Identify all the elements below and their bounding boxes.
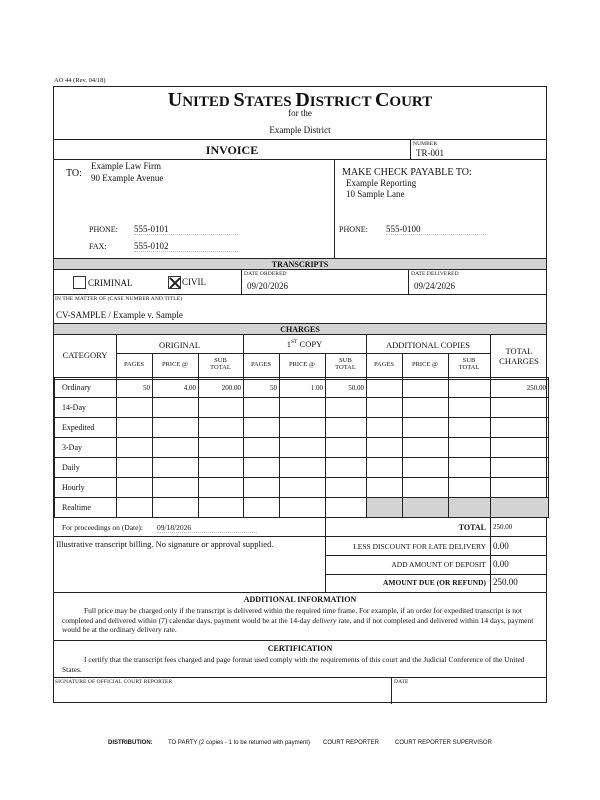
row-a-pages [367, 398, 403, 418]
date-ordered-label: DATE ORDERED [244, 271, 287, 277]
row-a-price [403, 478, 449, 498]
row-c-pages [244, 438, 280, 458]
proceedings-date: 09/18/2026 [157, 523, 257, 533]
row-a-sub [449, 418, 491, 438]
distribution-to-party: TO PARTY (2 copies - 1 to be returned with payment) [168, 740, 310, 746]
certification-title: CERTIFICATION [267, 644, 333, 653]
additional-info-text: Full price may be charged only if the transcript is delivered within the required time frame. For example, if an order for expedited transcript is not completed and delivered within (7) calendar days, payment would be at the 14-day delivery rate, and if not completed and delivered within 14 days, payment would be at the ordinary delivery rate. [62, 606, 534, 634]
date-delivered: 09/24/2026 [414, 281, 456, 291]
certification-text: I certify that the transcript fees charged and page format used comply with the requirements of this court and the Judicial Conference of the United States. [62, 655, 525, 674]
row-o-pages: 50 [117, 378, 153, 398]
to-label: TO: [66, 168, 82, 179]
date-delivered-label: DATE DELIVERED [411, 271, 459, 277]
for-the-text: for the [288, 108, 312, 118]
to-fax-label: FAX: [89, 242, 107, 251]
row-o-sub [199, 478, 244, 498]
row-a-sub [449, 458, 491, 478]
charges-row [55, 418, 549, 438]
payable-phone-label: PHONE: [339, 225, 368, 234]
addl-price-header: PRICE @ [411, 361, 439, 368]
row-o-pages [117, 458, 153, 478]
row-c-pages [244, 458, 280, 478]
row-a-price [403, 458, 449, 478]
row-category: Expedited [55, 418, 117, 438]
payable-label: MAKE CHECK PAYABLE TO: [342, 167, 472, 178]
total-label: TOTAL [458, 523, 486, 532]
row-o-sub [199, 438, 244, 458]
row-c-pages [244, 418, 280, 438]
distribution-supervisor: COURT REPORTER SUPERVISOR [395, 740, 492, 746]
category-header: CATEGORY [62, 350, 108, 360]
distribution-label: DISTRIBUTION: [108, 740, 153, 746]
additional-info-title: ADDITIONAL INFORMATION [243, 595, 357, 604]
orig-subtotal-header: SUB TOTAL [210, 357, 231, 371]
criminal-checkbox[interactable] [73, 276, 86, 289]
row-c-pages [244, 498, 280, 518]
row-total [491, 478, 549, 498]
row-c-price [280, 478, 326, 498]
row-c-sub [326, 478, 367, 498]
row-a-pages [367, 498, 403, 518]
row-category: Hourly [55, 478, 117, 498]
row-c-sub [326, 498, 367, 518]
copy-pages-header: PAGES [251, 361, 271, 368]
invoice-form [53, 86, 547, 703]
row-total [491, 458, 549, 478]
addl-subtotal-header: SUB TOTAL [458, 357, 480, 371]
date-ordered: 09/20/2026 [247, 281, 289, 291]
row-o-pages [117, 498, 153, 518]
payable-line-1: Example Reporting [346, 178, 417, 188]
row-a-price [403, 398, 449, 418]
discount-label: LESS DISCOUNT FOR LATE DELIVERY [353, 542, 486, 551]
copy-price-header: PRICE @ [288, 361, 316, 368]
to-line-2: 90 Example Avenue [91, 173, 164, 183]
deposit-label: ADD AMOUNT OF DEPOSIT [391, 560, 486, 569]
form-number: AO 44 (Rev. 04/18) [54, 77, 106, 84]
charges-row [55, 378, 549, 398]
row-category: Daily [55, 458, 117, 478]
charges-row [55, 478, 549, 498]
row-c-sub [326, 438, 367, 458]
orig-pages-header: PAGES [124, 361, 144, 368]
district-name: Example District [269, 125, 331, 135]
row-o-pages [117, 478, 153, 498]
charges-row [55, 458, 549, 478]
matter-label: IN THE MATTER OF (CASE NUMBER AND TITLE) [55, 296, 183, 302]
discount-value: 0.00 [493, 541, 509, 551]
additional-copies-header: ADDITIONAL COPIES [386, 340, 470, 350]
row-total [491, 498, 549, 518]
row-a-sub [449, 378, 491, 398]
civil-label: CIVIL [182, 277, 206, 287]
row-c-price [280, 398, 326, 418]
row-c-sub [326, 418, 367, 438]
row-c-pages: 50 [244, 378, 280, 398]
row-c-price [280, 458, 326, 478]
row-a-sub [449, 478, 491, 498]
row-o-price [153, 438, 199, 458]
row-o-price [153, 398, 199, 418]
proceedings-label: For proceedings on (Date): [62, 523, 144, 532]
date-label: DATE [394, 679, 409, 685]
charges-row [55, 498, 549, 518]
row-c-price [280, 498, 326, 518]
row-a-sub [449, 438, 491, 458]
first-copy-header: 1ST COPY [286, 339, 323, 349]
copy-subtotal-header: SUB TOTAL [335, 357, 356, 371]
distribution-reporter: COURT REPORTER [323, 740, 380, 746]
row-c-price: 1.00 [280, 378, 326, 398]
row-c-pages [244, 398, 280, 418]
row-o-price [153, 458, 199, 478]
payable-line-2: 10 Sample Lane [346, 189, 405, 199]
total-value: 250.00 [493, 523, 513, 531]
number-label: NUMBER [413, 141, 438, 147]
row-total [491, 438, 549, 458]
row-o-price [153, 498, 199, 518]
court-title: UNITED STATES DISTRICT COURT [167, 89, 433, 111]
notes-text: Illustrative transcript billing. No signature or approval supplied. [56, 539, 274, 549]
charges-table [54, 377, 549, 518]
row-o-pages [117, 418, 153, 438]
amount-due-value: 250.00 [493, 577, 518, 587]
invoice-number: TR-001 [416, 148, 444, 158]
payable-phone: 555-0100 [386, 224, 486, 235]
to-fax: 555-0102 [134, 241, 238, 252]
original-header: ORIGINAL [158, 340, 201, 350]
row-o-price: 4.00 [153, 378, 199, 398]
charges-header [54, 334, 548, 379]
to-line-1: Example Law Firm [91, 161, 161, 171]
row-o-sub [199, 418, 244, 438]
civil-checkbox[interactable] [168, 276, 181, 289]
row-c-sub [326, 398, 367, 418]
row-o-price [153, 478, 199, 498]
invoice-label: INVOICE [205, 143, 259, 157]
row-a-pages [367, 418, 403, 438]
deposit-value: 0.00 [493, 559, 509, 569]
row-c-sub: 50.00 [326, 378, 367, 398]
amount-due-label: AMOUNT DUE (OR REFUND) [383, 578, 486, 587]
row-a-sub [449, 498, 491, 518]
row-a-pages [367, 458, 403, 478]
criminal-label: CRIMINAL [88, 278, 133, 288]
row-a-price [403, 378, 449, 398]
signature-label: SIGNATURE OF OFFICIAL COURT REPORTER [55, 679, 173, 685]
row-a-price [403, 498, 449, 518]
orig-price-header: PRICE @ [161, 361, 189, 368]
matter-value: CV-SAMPLE / Example v. Sample [56, 310, 183, 320]
charges-row [55, 398, 549, 418]
row-o-sub [199, 458, 244, 478]
row-category: 3-Day [55, 438, 117, 458]
charges-row [55, 438, 549, 458]
row-a-sub [449, 398, 491, 418]
total-charges-header: TOTAL CHARGES [499, 346, 539, 366]
row-total: 250.00 [491, 378, 549, 398]
row-a-price [403, 418, 449, 438]
row-o-pages [117, 438, 153, 458]
row-c-pages [244, 478, 280, 498]
row-c-price [280, 418, 326, 438]
row-c-price [280, 438, 326, 458]
to-phone-label: PHONE: [89, 225, 118, 234]
row-category: Realtime [55, 498, 117, 518]
row-o-sub [199, 498, 244, 518]
row-a-pages [367, 438, 403, 458]
row-category: Ordinary [55, 378, 117, 398]
row-o-sub [199, 398, 244, 418]
row-a-price [403, 438, 449, 458]
row-total [491, 398, 549, 418]
charges-band: CHARGES [54, 323, 546, 335]
row-o-pages [117, 398, 153, 418]
row-a-pages [367, 478, 403, 498]
row-category: 14-Day [55, 398, 117, 418]
addl-pages-header: PAGES [374, 361, 394, 368]
row-o-price [153, 418, 199, 438]
transcripts-band: TRANSCRIPTS [54, 258, 546, 270]
row-total [491, 418, 549, 438]
row-c-sub [326, 458, 367, 478]
row-o-sub: 200.00 [199, 378, 244, 398]
to-phone: 555-0101 [134, 224, 238, 235]
row-a-pages [367, 378, 403, 398]
